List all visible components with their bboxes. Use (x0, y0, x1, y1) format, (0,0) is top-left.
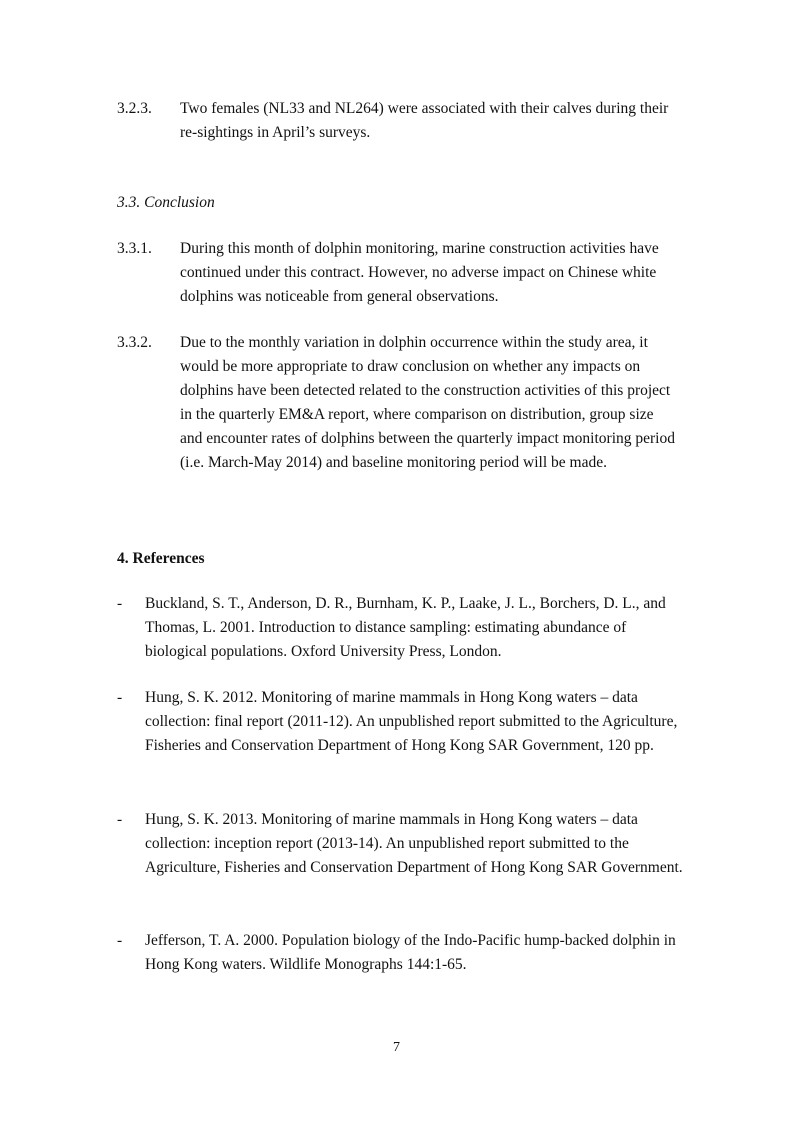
reference-item (117, 592, 687, 664)
reference-item (117, 808, 687, 880)
reference-text: Jefferson, T. A. 2000. Population biology of the Indo-Pacific hump-backed dolphin in Hong Kong waters. Wildlife Monographs 144:1-65. (145, 932, 676, 973)
page-number: 7 (393, 1040, 400, 1055)
paragraph-text: During this month of dolphin monitoring, marine construction activities have continued under this contract. However, no adverse impact on Chinese white dolphins was noticeable from general observations. (180, 240, 659, 305)
paragraph-3-3-2 (117, 331, 677, 475)
reference-item (117, 686, 687, 758)
paragraph-text: Due to the monthly variation in dolphin occurrence within the study area, it would be more appropriate to draw conclusion on whether any impacts on dolphins have been detected related to the construction activities of this project in the quarterly EM&A report, where comparison on distribution, group size and encounter rates of dolphins between the quarterly impact monitoring period (i.e. March-May 2014) and baseline monitoring period will be made. (180, 334, 675, 471)
paragraph-number: 3.3.1. (117, 240, 152, 257)
reference-text: Hung, S. K. 2012. Monitoring of marine mammals in Hong Kong waters – data collection: final report (2011-12). An unpublished report submitted to the Agriculture, Fisheries and Conservation Department of Hong Kong SAR Government, 120 pp. (145, 689, 678, 754)
paragraph-3-2-3 (117, 97, 677, 145)
paragraph-number: 3.2.3. (117, 100, 152, 117)
section-heading-conclusion: 3.3. Conclusion (117, 194, 215, 211)
paragraph-text: Two females (NL33 and NL264) were associated with their calves during their re-sightings in April’s surveys. (180, 100, 669, 141)
paragraph-3-3-1 (117, 237, 677, 309)
reference-text: Buckland, S. T., Anderson, D. R., Burnham, K. P., Laake, J. L., Borchers, D. L., and Thomas, L. 2001. Introduction to distance sampling: estimating abundance of biological populations. Oxford University Press, London. (145, 595, 666, 660)
reference-bullet: - (117, 689, 123, 706)
reference-bullet: - (117, 811, 123, 828)
references-heading: 4. References (117, 550, 205, 567)
reference-item (117, 929, 687, 977)
reference-text: Hung, S. K. 2013. Monitoring of marine mammals in Hong Kong waters – data collection: inception report (2013-14). An unpublished report submitted to the Agriculture, Fisheries and Conservation Department of Hong Kong SAR Government. (145, 811, 683, 876)
reference-bullet: - (117, 595, 123, 612)
reference-bullet: - (117, 932, 123, 949)
paragraph-number: 3.3.2. (117, 334, 152, 351)
